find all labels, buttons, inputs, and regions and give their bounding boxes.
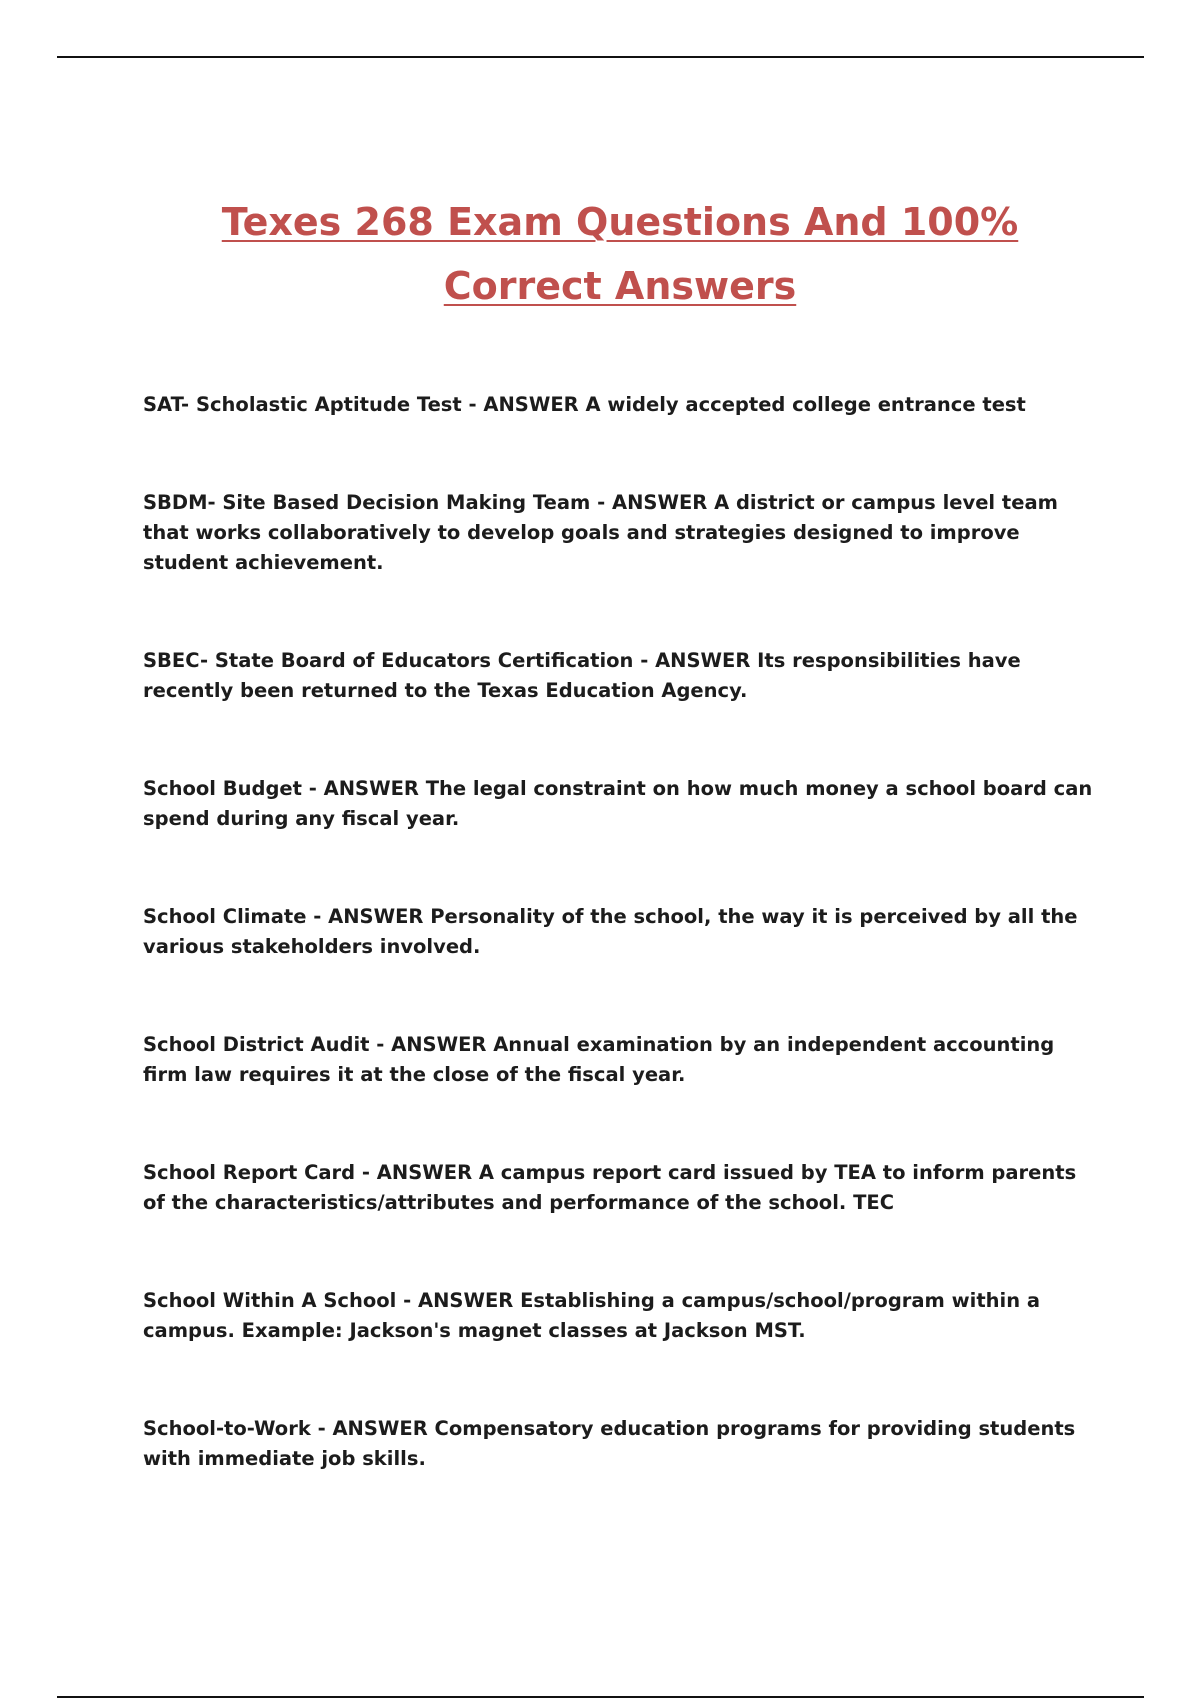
qa-list xyxy=(143,390,1093,1474)
qa-entry-sat: SAT- Scholastic Aptitude Test - ANSWER A widely accepted college entrance test xyxy=(143,393,1026,416)
page-title-line-1: Texes 268 Exam Questions And 100% xyxy=(221,200,1019,244)
qa-entry-sbec: SBEC- State Board of Educators Certification - ANSWER Its responsibilities have recently been returned to the Texas Education Agency. xyxy=(143,649,1021,702)
top-rule xyxy=(57,56,1144,58)
qa-entry-school-to-work: School-to-Work - ANSWER Compensatory education programs for providing students with immediate job skills. xyxy=(143,1417,1076,1470)
qa-entry-school-budget: School Budget - ANSWER The legal constraint on how much money a school board can spend during any fiscal year. xyxy=(143,777,1093,830)
qa-entry-school-within-a-school: School Within A School - ANSWER Establishing a campus/school/program within a campus. Example: Jackson's magnet classes at Jackson MST. xyxy=(143,1289,1041,1342)
qa-entry-school-report-card: School Report Card - ANSWER A campus report card issued by TEA to inform parents of the characteristics/attributes and performance of the school. TEC xyxy=(143,1161,1077,1214)
qa-entry-sbdm: SBDM- Site Based Decision Making Team - ANSWER A district or campus level team that works collaboratively to develop goals and strategies designed to improve student achievement. xyxy=(143,491,1058,574)
bottom-rule xyxy=(57,1696,1144,1698)
qa-entry-school-district-audit: School District Audit - ANSWER Annual examination by an independent accounting firm law requires it at the close of the fiscal year. xyxy=(143,1033,1055,1086)
qa-entry-school-climate: School Climate - ANSWER Personality of the school, the way it is perceived by all the various stakeholders involved. xyxy=(143,905,1078,958)
page-title-line-2: Correct Answers xyxy=(443,264,797,308)
page-title xyxy=(0,190,1200,318)
